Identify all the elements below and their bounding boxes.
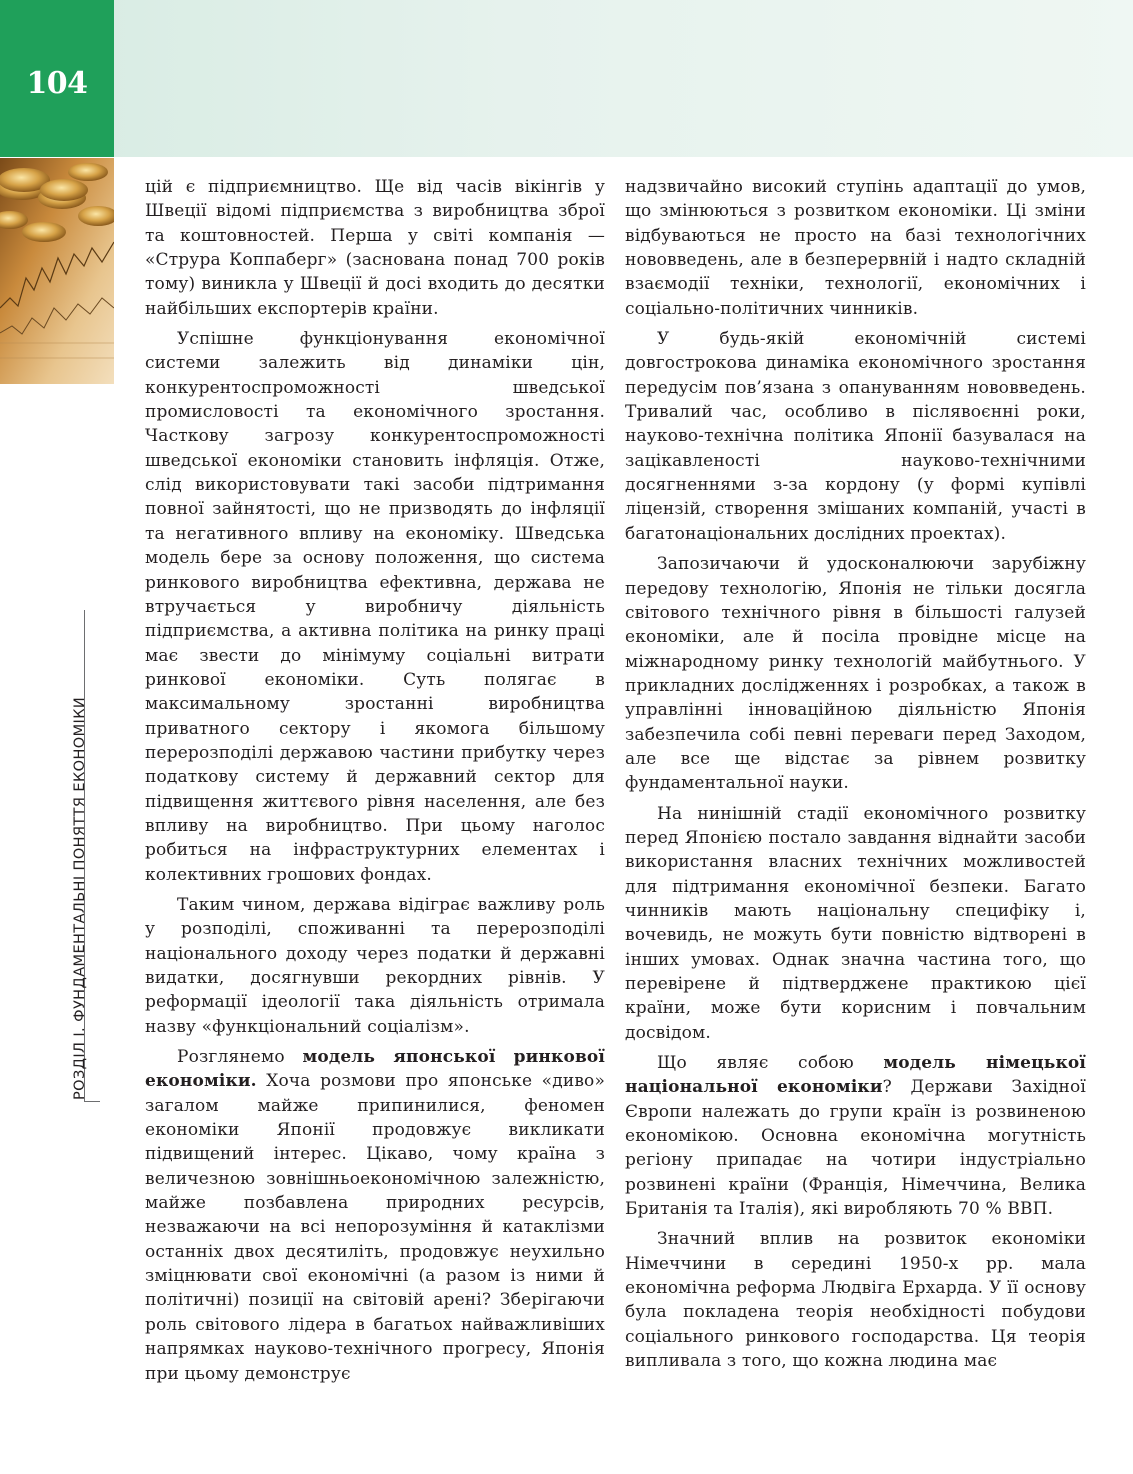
paragraph: [145, 1045, 605, 1386]
page-number: 104: [26, 66, 88, 101]
paragraph-rest: Хоча розмови про японське «диво» загалом майже припинилися, феномен економіки Японії продовжує викликати підвищений інтерес. Цікаво, чому країна з величезною зовнішньоекономічною залежністю, майже позбавлена природних ресурсів, незважаючи на всі непорозуміння й катаклізми останніх двох десятиліть, продовжує неухильно зміцнювати свої економічні (а разом із ними й політичні) позиції на світовій арені? Зберігаючи роль світового лідера в багатьох найважливіших напрямках науково-технічного прогресу, Японія при цьому демонструє: [145, 1071, 605, 1384]
paragraph: Таким чином, держава відіграє важливу роль у розподілі, споживанні та перерозподілі національного доходу через податки й державні видатки, досягнувши рекордних рівнів. У реформації ідеології така діяльність отримала назву «функціональний соціалізм».: [145, 894, 605, 1037]
paragraph: цій є підприємництво. Ще від часів вікінгів у Швеції відомі підприємства з виробництва зброї та коштовностей. Перша у світі компанія — «Струра Коппаберг» (заснована понад 700 років тому) виникла у Швеції й досі входить до десятки найбільших експортерів країни.: [145, 177, 605, 319]
paragraph-lead: Розглянемо: [177, 1047, 303, 1068]
section-title: РОЗДІЛ І. ФУНДАМЕНТАЛЬНІ ПОНЯТТЯ ЕКОНОМІКИ: [72, 696, 88, 1100]
coins-and-chart-image: [0, 158, 114, 384]
paragraph-lead: Що являє собою: [657, 1053, 884, 1074]
text-column-right: [625, 175, 1086, 1374]
margin-rule-foot: [84, 1101, 100, 1102]
paragraph: У будь-якій економічній системі довгострокова динаміка економічного зростання передусім пов’язана з опануванням нововведень. Тривалий час, особливо в післявоєнні роки, науково-технічна політика Японії базувалася на зацікавленості науково-технічними досягненнями з-за кордону (у формі купівлі ліцензій, створення змішаних компаній, участі в багатонаціональних дослідних проектах).: [625, 329, 1086, 544]
paragraph: Запозичаючи й удосконалюючи зарубіжну передову технологію, Японія не тільки досягла світового технічного рівня в більшості галузей економіки, але й посіла провідне місце на міжнародному ринку технологій майбутнього. У прикладних дослідженнях і розробках, а також в управлінні інноваційною діяльністю Японія забезпечила собі певні переваги перед Заходом, але все ще відстає за рівнем розвитку фундаментальної науки.: [625, 554, 1086, 794]
paragraph: Успішне функціонування економічної системи залежить від динаміки цін, конкурентоспроможності шведської промисловості та економічного зростання. Часткову загрозу конкурентоспроможності шведської економіки становить інфляція. Отже, слід використовувати такі засоби підтримання повної зайнятості, що не призводять до інфляції та негативного впливу на економіку. Шведська модель бере за основу положення, що система ринкового виробництва ефективна, держава не втручається у виробничу діяльність підприємства, а активна політика на ринку праці має звести до мінімуму соціальні витрати ринкової економіки. Суть полягає в максимальному зростанні виробництва приватного сектору і якомога більшому перерозподілі державою частини прибутку через податкову систему й державний сектор для підвищення життєвого рівня населення, але без впливу на виробництво. При цьому наголос робиться на інфраструктурних елементах і колективних грошових фондах.: [145, 329, 605, 885]
paragraph: На нинішній стадії економічного розвитку перед Японією постало завдання віднайти засоби використання власних технічних можливостей для підтримання економічної безпеки. Багато чинників мають національну специфіку і, вочевидь, не можуть бути повністю відтворені в інших умовах. Однак значна частина того, що перевірене й підтверджене практикою цієї країни, може бути корисним і повчальним досвідом.: [625, 803, 1086, 1043]
paragraph: Значний вплив на розвиток економіки Німеччини в середині 1950-х рр. мала економічна реформа Людвіга Ерхарда. У її основу була покладена теорія необхідності побудови соціального ринкового господарства. Ця теорія випливала з того, що кожна людина має: [625, 1229, 1086, 1372]
coins-and-chart-illustration: [0, 158, 114, 384]
paragraph: [625, 1051, 1086, 1221]
header-band: [0, 0, 1133, 157]
bold-term: модель німецької національної економіки: [625, 1053, 1087, 1098]
text-column-left: [145, 175, 605, 1386]
paragraph-rest: ? Держави Західної Європи належать до групи країн із розвиненою економікою. Основна економічна могутність регіону припадає на чотири індустріально розвинені країни (Франція, Німеччина, Велика Британія та Італія), які виробляють 70 % ВВП.: [625, 1077, 1086, 1220]
page-number-tab: [0, 0, 114, 157]
paragraph: надзвичайно високий ступінь адаптації до умов, що змінюються з розвитком економіки. Ці зміни відбуваються не просто на базі технологічних нововведень, але в безперервній і надто складній взаємодії техніки, технології, економічних і соціально-політичних чинників.: [625, 177, 1086, 319]
bold-term: модель японської ринкової економіки.: [145, 1047, 606, 1092]
